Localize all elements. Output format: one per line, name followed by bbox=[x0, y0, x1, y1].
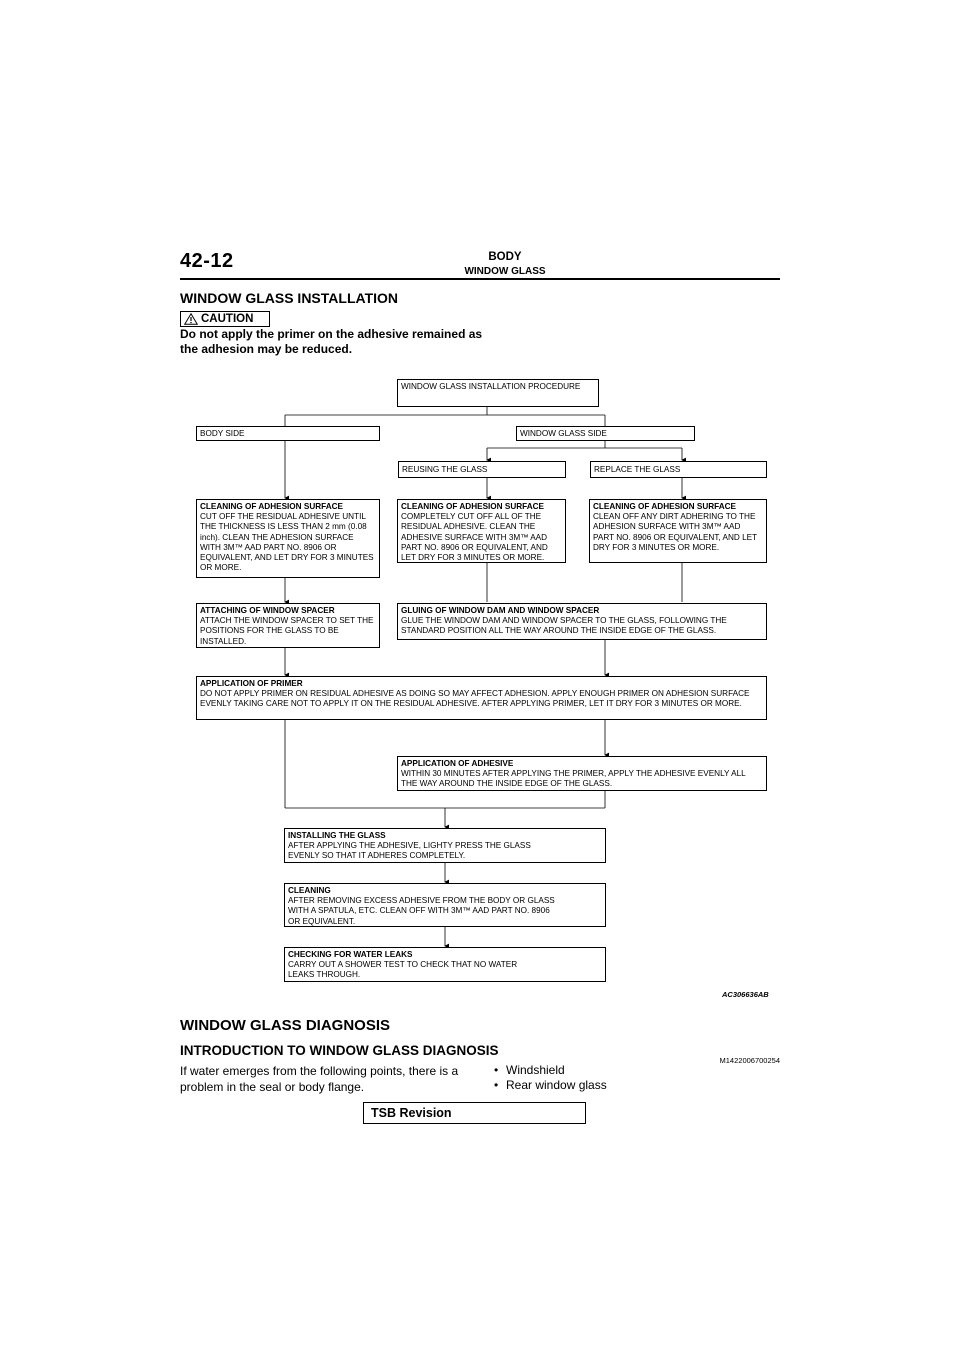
flow-adhesive-title: APPLICATION OF ADHESIVE bbox=[401, 759, 514, 768]
bullet-icon: • bbox=[494, 1063, 499, 1077]
flow-glass-side-text: WINDOW GLASS SIDE bbox=[520, 429, 607, 438]
flow-adhesive bbox=[397, 756, 767, 791]
flow-primer-text: DO NOT APPLY PRIMER ON RESIDUAL ADHESIVE AS DOING SO MAY AFFECT ADHESION. APPLY ENOUGH PRIMER ON ADHESION SURFACE EVENLY TAKING CARE NOT TO APPLY IT ON THE RESIDUAL ADHESIVE. AFTER APPLYING PRIMER, LET IT DRY FOR 3 MINUTES OR MORE. bbox=[200, 689, 750, 709]
flow-dam-text: GLUE THE WINDOW DAM AND WINDOW SPACER TO THE GLASS, FOLLOWING THE STANDARD POSITION ALL THE WAY AROUND THE INSIDE EDGE OF THE GLASS. bbox=[401, 616, 727, 636]
flow-clean-replace-text: CLEAN OFF ANY DIRT ADHERING TO THE ADHESION SURFACE WITH 3M™ AAD PART NO. 8906 OR EQUIVALENT, AND LET DRY FOR 3 MINUTES OR MORE. bbox=[593, 512, 757, 552]
flow-primer-title: APPLICATION OF PRIMER bbox=[200, 679, 303, 688]
flow-leaks-text: CARRY OUT A SHOWER TEST TO CHECK THAT NO WATER LEAKS THROUGH. bbox=[288, 960, 518, 980]
flow-installing bbox=[284, 828, 606, 863]
subsection-title: WINDOW GLASS bbox=[464, 266, 546, 277]
flow-body-side bbox=[196, 426, 380, 441]
installation-title: WINDOW GLASS INSTALLATION bbox=[180, 290, 399, 306]
flow-spacer bbox=[196, 603, 380, 648]
flow-installing-text: AFTER APPLYING THE ADHESIVE, LIGHTY PRESS THE GLASS EVENLY SO THAT IT ADHERES COMPLETELY. bbox=[288, 841, 531, 861]
flow-dam bbox=[397, 603, 767, 640]
flow-adhesive-text: WITHIN 30 MINUTES AFTER APPLYING THE PRIMER, APPLY THE ADHESIVE EVENLY ALL THE WAY AROUND THE INSIDE EDGE OF THE GLASS. bbox=[401, 769, 746, 789]
flow-clean-reuse bbox=[397, 499, 566, 563]
caution-label: CAUTION bbox=[201, 313, 254, 325]
flow-installing-title: INSTALLING THE GLASS bbox=[288, 831, 386, 840]
figure-id: AC306636AB bbox=[722, 990, 769, 999]
intro-title: INTRODUCTION TO WINDOW GLASS DIAGNOSIS bbox=[180, 1043, 499, 1058]
flow-glass-side bbox=[516, 426, 695, 441]
tsb-revision-box: TSB Revision bbox=[363, 1102, 586, 1124]
flow-root-text: WINDOW GLASS INSTALLATION PROCEDURE bbox=[401, 382, 581, 391]
flow-reusing bbox=[398, 461, 566, 478]
list-item bbox=[492, 1063, 607, 1078]
flow-replace bbox=[590, 461, 767, 478]
diagnosis-title: WINDOW GLASS DIAGNOSIS bbox=[180, 1017, 390, 1034]
list-item-text: Windshield bbox=[506, 1063, 565, 1077]
flow-spacer-title: ATTACHING OF WINDOW SPACER bbox=[200, 606, 335, 615]
flow-clean-reuse-title: CLEANING OF ADHESION SURFACE bbox=[401, 502, 544, 511]
flow-primer bbox=[196, 676, 767, 720]
flow-body-side-text: BODY SIDE bbox=[200, 429, 245, 438]
page-number: 42-12 bbox=[180, 250, 234, 272]
flow-cleaning-title: CLEANING bbox=[288, 886, 331, 895]
flow-clean-reuse-text: COMPLETELY CUT OFF ALL OF THE RESIDUAL ADHESIVE. CLEAN THE ADHESIVE SURFACE WITH 3M™ AAD PART NO. 8906 OR EQUIVALENT, AND LET DRY FOR 3 MINUTES OR MORE. bbox=[401, 512, 548, 563]
flow-leaks-title: CHECKING FOR WATER LEAKS bbox=[288, 950, 413, 959]
flow-cleaning-text: AFTER REMOVING EXCESS ADHESIVE FROM THE BODY OR GLASS WITH A SPATULA, ETC. CLEAN OFF WITH 3M™ AAD PART NO. 8906 OR EQUIVALENT. bbox=[288, 896, 555, 926]
flow-reusing-text: REUSING THE GLASS bbox=[402, 465, 488, 474]
caution-text: Do not apply the primer on the adhesive remained as the adhesion may be reduced. bbox=[180, 327, 483, 356]
flow-clean-replace bbox=[589, 499, 767, 563]
bullet-icon: • bbox=[494, 1078, 499, 1092]
flow-dam-title: GLUING OF WINDOW DAM AND WINDOW SPACER bbox=[401, 606, 600, 615]
flow-replace-text: REPLACE THE GLASS bbox=[594, 465, 681, 474]
flow-clean-replace-title: CLEANING OF ADHESION SURFACE bbox=[593, 502, 736, 511]
flow-cleaning bbox=[284, 883, 606, 927]
flow-leaks bbox=[284, 947, 606, 982]
doc-id: M1422006700254 bbox=[719, 1056, 780, 1065]
flow-clean-body-title: CLEANING OF ADHESION SURFACE bbox=[200, 502, 343, 511]
bullet-list bbox=[492, 1063, 607, 1093]
section-title: BODY bbox=[488, 251, 522, 263]
flow-spacer-text: ATTACH THE WINDOW SPACER TO SET THE POSITIONS FOR THE GLASS TO BE INSTALLED. bbox=[200, 616, 374, 646]
intro-text: If water emerges from the following points, there is a problem in the seal or body flange. bbox=[180, 1064, 459, 1094]
flow-root bbox=[397, 379, 599, 407]
list-item-text: Rear window glass bbox=[506, 1078, 607, 1092]
flow-clean-body-text: CUT OFF THE RESIDUAL ADHESIVE UNTIL THE THICKNESS IS LESS THAN 2 mm (0.08 inch). CLEAN THE ADHESION SURFACE WITH 3M™ AAD PART NO. 8906 OR EQUIVALENT, AND LET DRY FOR 3 MINUTES OR MORE. bbox=[200, 512, 374, 573]
flow-clean-body bbox=[196, 499, 380, 578]
list-item bbox=[492, 1078, 607, 1093]
